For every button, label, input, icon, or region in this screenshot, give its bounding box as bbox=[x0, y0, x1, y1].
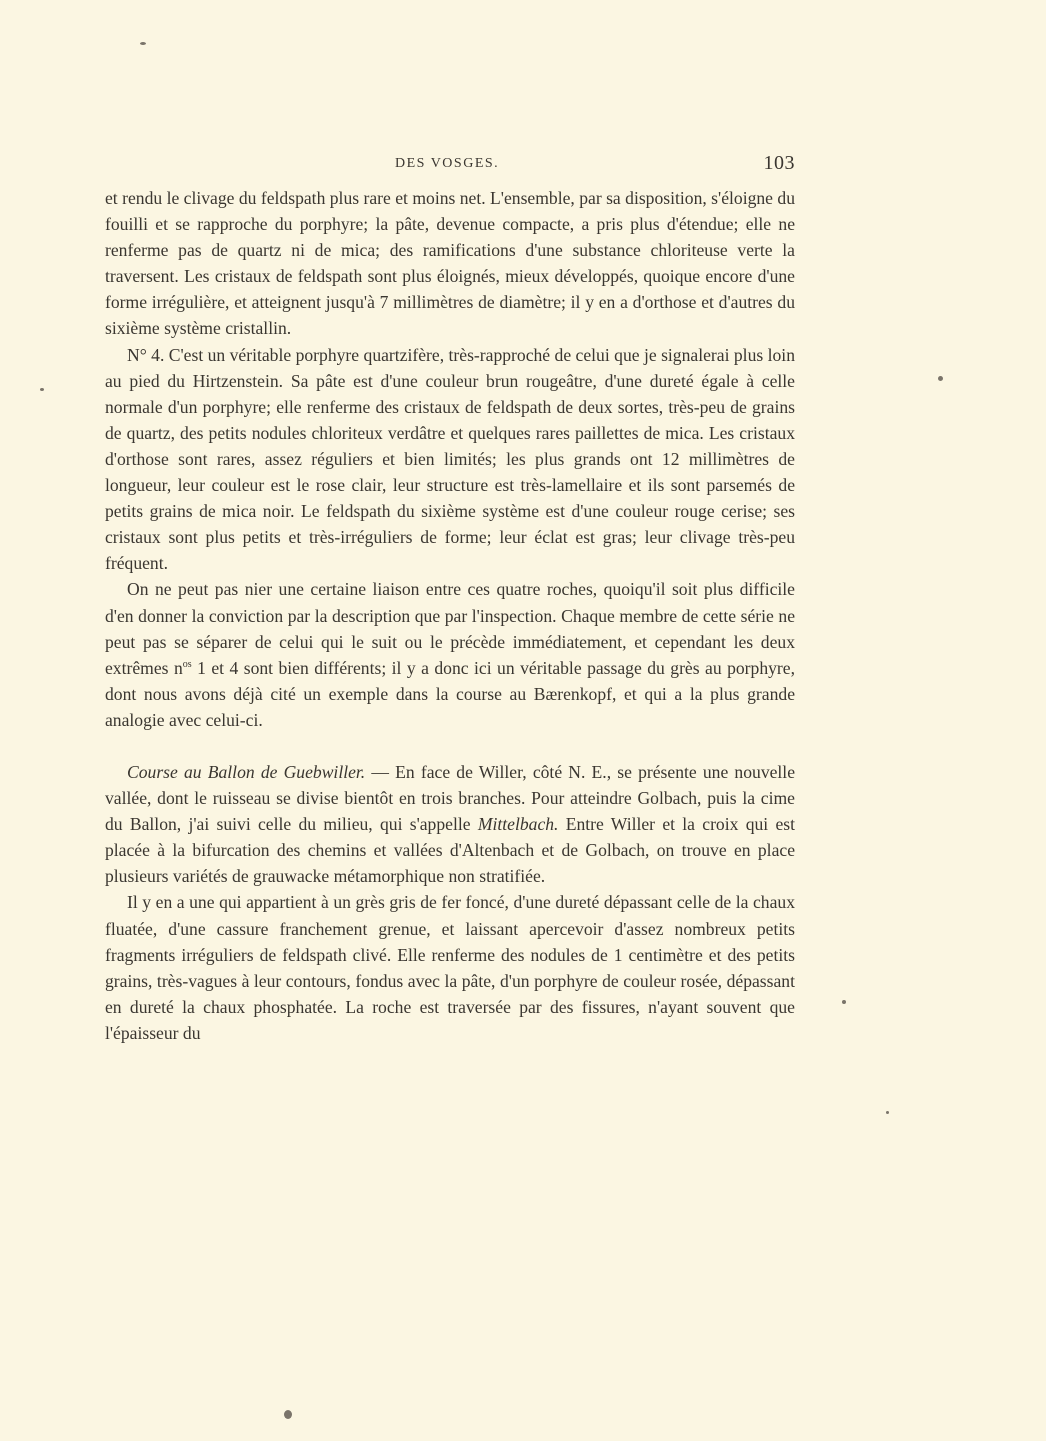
superscript-os: os bbox=[182, 658, 192, 670]
scan-speck bbox=[886, 1111, 889, 1114]
page-header bbox=[105, 150, 795, 182]
section-title: Course au Ballon de Guebwiller. bbox=[127, 761, 366, 782]
paragraph-course-text-a: — En face de Willer, côté N. E., se présente une nouvelle vallée, dont le ruisseau se divise bientôt en trois branches. Pour atteindre Golbach, puis la cime du Ballon, j'ai suivi celle du milieu, qui s'appelle bbox=[105, 761, 796, 835]
scan-speck bbox=[938, 376, 943, 381]
place-name-mittelbach: Mittelbach. bbox=[477, 814, 559, 835]
paragraph-continuation: et rendu le clivage du feldspath plus rare et moins net. L'ensemble, par sa disposition, s'éloigne du fouilli et se rapproche du porphyre; la pâte, devenue compacte, a pris plus d'étendue; elle ne renferme pas de quartz ni de mica; des ramifications d'une substance chloriteuse verte la traversent. Les cristaux de feldspath sont plus éloignés, mieux développés, quoique encore d'une forme irrégulière, et atteignent jusqu'à 7 millimètres de diamètre; il y en a d'orthose et d'autres du sixième système cristallin. bbox=[105, 188, 795, 339]
paragraph-course-ballon bbox=[105, 759, 795, 889]
scan-speck bbox=[40, 388, 44, 391]
paragraph-no4: N° 4. C'est un véritable porphyre quartzifère, très-rapproché de celui que je signalerai plus loin au pied du Hirtzenstein. Sa pâte est d'une couleur brun rougeâtre, d'une dureté égale à celle normale d'un porphyre; elle renferme des cristaux de feldspath de deux sortes, très-peu de grains de quartz, des petits nodules chloriteux verdâtre et quelques rares paillettes de mica. Les cristaux d'orthose sont rares, assez réguliers et bien limités; les plus grands ont 12 millimètres de longueur, leur couleur est le rose clair, leur structure est très-lamellaire et ils sont parsemés de petits grains de mica noir. Le feldspath du sixième système est d'une couleur rouge cerise; ses cristaux sont plus petits et très-irréguliers de forme; leur éclat est gras; leur clivage très-peu fréquent. bbox=[105, 344, 795, 574]
scan-speck bbox=[842, 1000, 846, 1004]
scan-speck bbox=[284, 1410, 292, 1419]
body-text bbox=[105, 185, 795, 1046]
paragraph-liaison bbox=[105, 576, 795, 733]
paragraph-gres: Il y en a une qui appartient à un grès gris de fer foncé, d'une dureté dépassant celle de la chaux fluatée, d'une cassure franchement grenue, et laissant apercevoir d'assez nombreux petits fragments irréguliers de feldspath clivé. Elle renferme des nodules de 1 centimètre et des petits grains, très-vagues à leur contours, fondus avec la pâte, d'un porphyre de couleur rosée, dépassant en dureté la chaux phosphatée. La roche est traversée par des fissures, n'ayant souvent que l'épaisseur du bbox=[105, 892, 795, 1043]
paragraph-liaison-text-b: 1 et 4 sont bien différents; il y a donc ici un véritable passage du grès au porphyre, dont nous avons déjà cité un exemple dans la course au Bærenkopf, et qui a la plus grande analogie avec celui-ci. bbox=[105, 657, 795, 730]
paragraph-course-text-b: Entre Willer et la croix qui est placée à la bifurcation des chemins et vallées d'Altenbach et de Golbach, on trouve en place plusieurs variétés de grauwacke métamorphique non stratifiée. bbox=[105, 814, 796, 887]
running-head: DES VOSGES. bbox=[395, 156, 500, 171]
page-number: 103 bbox=[763, 152, 795, 174]
paragraph-liaison-text-a: On ne peut pas nier une certaine liaison entre ces quatre roches, quoiqu'il soit plus difficile d'en donner la conviction par la description que par l'inspection. Chaque membre de cette série ne peut pas se séparer de celui qui le suit ou le précède immédiatement, et cependant les deux extrêmes n bbox=[105, 579, 795, 678]
scan-speck bbox=[140, 42, 146, 45]
